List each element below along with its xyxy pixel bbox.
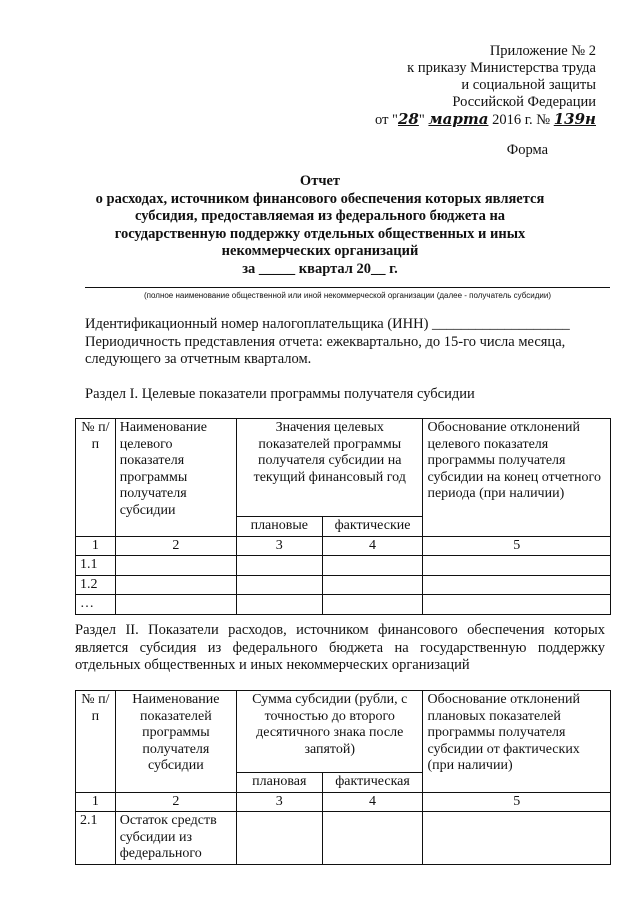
report-title: Отчет о расходах, источником финансового обеспечения которых является субсидия, предоставляемая из федерального бюджета на государственную поддержку отдельных общественных и иных некоммерческих организаций за _____ квартал 20__ г. — [95, 173, 545, 277]
header-planned: плановая — [237, 773, 323, 793]
handwritten-month: марта — [428, 110, 489, 128]
table-row: 1.2 — [76, 575, 611, 595]
header-actual: фактическая — [322, 773, 423, 793]
section-1-table — [75, 418, 611, 615]
header-subsidy-sum: Сумма субсидии (рубли, с точностью до второго десятичного знака после запятой) — [237, 691, 423, 773]
handwritten-number: 139н — [553, 110, 596, 128]
annex-block — [336, 43, 596, 129]
section-1-title: Раздел I. Целевые показатели программы получателя субсидии — [85, 386, 475, 402]
header-deviation-reason: Обоснование отклонений целевого показателя программы получателя субсидии на конец отчетного периода (при наличии) — [423, 419, 611, 537]
annex-line-1: Приложение № 2 — [489, 43, 596, 59]
organization-name-line — [85, 287, 610, 288]
table-row: 1.1 — [76, 556, 611, 576]
annex-line-2: к приказу Министерства труда — [407, 60, 596, 76]
inn-line: Идентификационный номер налогоплательщика (ИНН) ___________________ — [85, 316, 570, 332]
header-num: № п/п — [76, 419, 116, 537]
header-deviation-reason: Обоснование отклонений плановых показателей программы получателя субсидии от фактических (при наличии) — [423, 691, 611, 793]
header-actual: фактические — [322, 517, 423, 537]
info-block — [85, 316, 615, 369]
section-2-table — [75, 690, 611, 865]
section-2-title: Раздел II. Показатели расходов, источником финансового обеспечения которых является субсидия из федерального бюджета на государственную поддержку отдельных общественных и иных некоммерческих организаций — [75, 622, 605, 673]
header-num: № п/п — [76, 691, 116, 793]
organization-name-note: (полное наименование общественной или иной некоммерческой организации (далее - получатель субсидии) — [144, 291, 551, 300]
table-row: … — [76, 595, 611, 615]
row-indicator-name: Остаток средств субсидии из федерального — [115, 812, 236, 865]
table-row: 2.1 Остаток средств субсидии из федерального — [76, 812, 611, 865]
periodicity-line: Периодичность представления отчета: ежеквартально, до 15-го числа месяца, следующего за отчетным кварталом. — [85, 333, 566, 367]
header-indicator-name: Наименование целевого показателя программы получателя субсидии — [115, 419, 236, 537]
annex-date-line: от "28" марта 2016 г. № 139н — [375, 110, 596, 128]
annex-line-4: Российской Федерации — [452, 94, 596, 110]
annex-line-3: и социальной защиты — [461, 77, 596, 93]
column-number-row: 1 2 3 4 5 — [76, 536, 611, 556]
handwritten-day: 28 — [397, 110, 419, 128]
header-target-values: Значения целевых показателей программы получателя субсидии на текущий финансовый год — [237, 419, 423, 517]
header-planned: плановые — [237, 517, 323, 537]
header-indicator-name: Наименование показателей программы получателя субсидии — [115, 691, 236, 793]
form-label: Форма — [506, 142, 548, 158]
column-number-row: 1 2 3 4 5 — [76, 792, 611, 812]
